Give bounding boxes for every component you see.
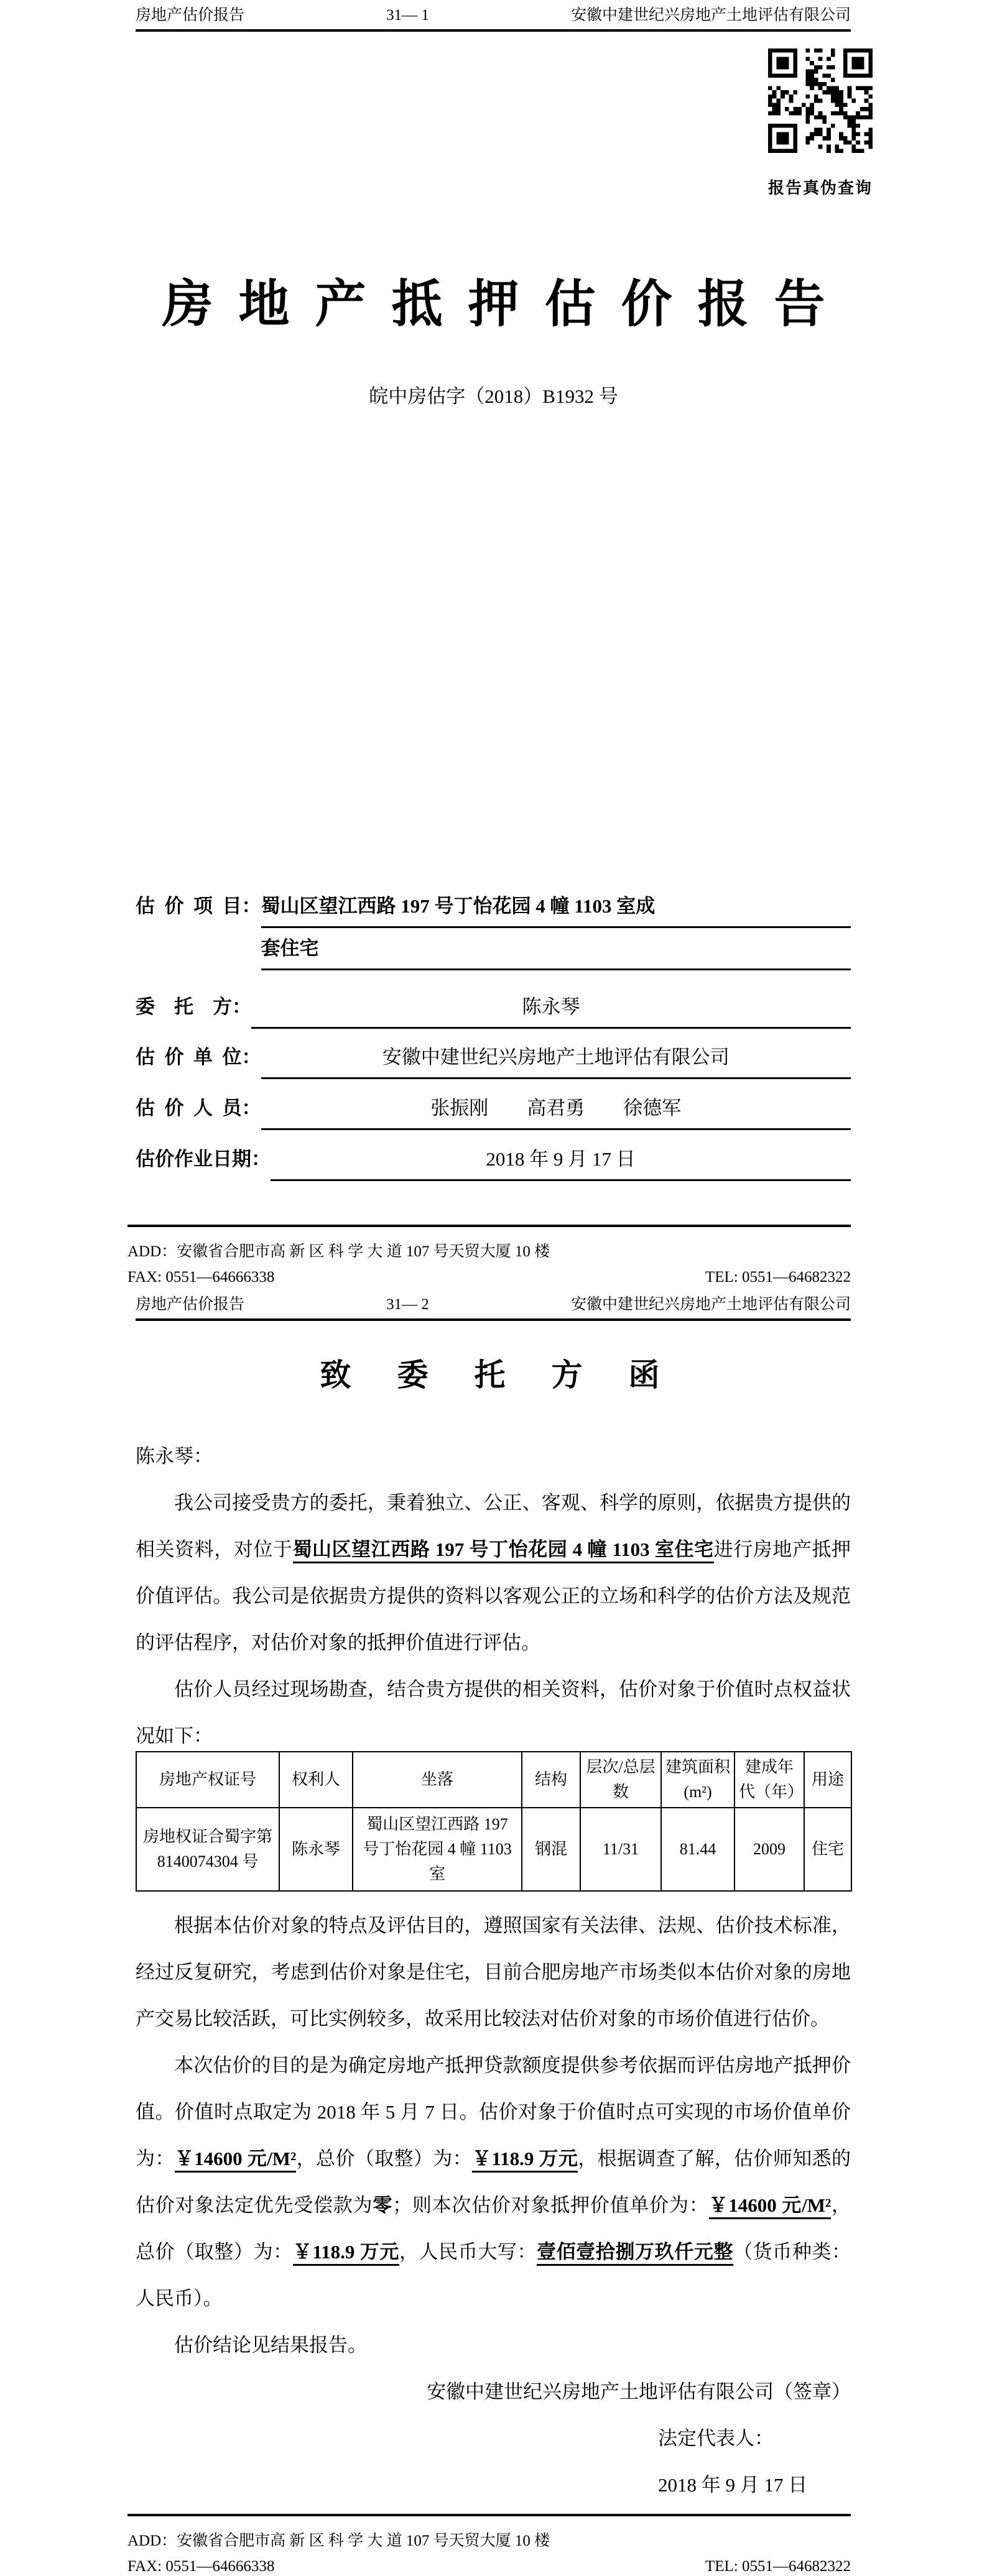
col-header-location: 坐落 — [353, 1752, 522, 1808]
page2-running-header — [136, 1297, 851, 1321]
qr-verification-block — [768, 47, 873, 198]
footer-address: ADD：安徽省合肥市高 新 区 科 学 大 道 107 号天贸大厦 10 楼 — [127, 2532, 550, 2549]
p4-text-a: 本次估价的目的是为确定房地产抵押贷款额度提供参考依据而评估房地产抵押价值。价值时点取定为 2018 年 5 月 7 日。估价对象于价值时点可实现的市场价值单价为： — [136, 2054, 851, 2169]
page2-footer — [127, 2514, 851, 2576]
letter-title: 致 委 托 方 函 — [320, 1358, 667, 1392]
header-company-name: 安徽中建世纪兴房地产土地评估有限公司 — [570, 1296, 851, 1313]
project-value-line2: 套住宅 — [261, 928, 851, 970]
p4-total-price-mortgage: ￥118.9 万元 — [293, 2241, 399, 2266]
footer-tel: TEL: 0551—64682322 — [705, 2558, 851, 2575]
cell-owner: 陈永琴 — [279, 1808, 353, 1891]
letter-paragraph-4 — [136, 2042, 851, 2322]
p1-text-a: 我公司接受贵方的委托，秉着独立、公正、客观、科学的原则，依据贵方提供的相关资料，对位于 — [136, 1492, 851, 1560]
cell-area: 81.44 — [661, 1808, 734, 1891]
project-value — [261, 886, 851, 970]
cell-year: 2009 — [734, 1808, 804, 1891]
p4-text-g: ；则本次估价对象抵押价值单价为： — [392, 2194, 709, 2216]
col-header-floor: 层次/总层数 — [580, 1752, 661, 1808]
col-header-owner: 权利人 — [279, 1752, 353, 1808]
p4-text-k: ，人民币大写： — [399, 2241, 537, 2263]
p4-unit-price-mortgage: ￥14600 元/M² — [709, 2194, 832, 2219]
col-header-use: 用途 — [804, 1752, 851, 1808]
form-row-staff — [136, 1088, 851, 1130]
form-row-date — [136, 1139, 851, 1181]
p4-amount-in-words: 壹佰壹拾捌万玖仟元整 — [537, 2241, 733, 2266]
signature-date: 2018 年 9 月 17 日 — [658, 2474, 808, 2496]
p1-text-c: 进行房地产抵押价值评估。我公司是依据贵方提供的资料以客观公正的立场和科学的估价方法及规范的评估程序，对估价对象的抵押价值进行评估。 — [136, 1539, 851, 1654]
agency-label: 估 价 单 位： — [136, 1046, 261, 1068]
header-page-number: 31— 2 — [386, 1296, 429, 1313]
qr-caption: 报告真伪查询 — [768, 179, 873, 197]
page1-footer — [127, 1225, 851, 1290]
signature-legal-rep: 法定代表人： — [658, 2427, 774, 2449]
client-value: 陈永琴 — [251, 987, 851, 1029]
cell-floor: 11/31 — [580, 1808, 661, 1891]
date-value: 2018 年 9 月 17 日 — [271, 1139, 851, 1181]
staff-value: 张振刚 高君勇 徐德军 — [261, 1088, 851, 1130]
table-data-row — [136, 1808, 851, 1891]
p4-total-price-market: ￥118.9 万元 — [472, 2148, 578, 2173]
footer-address: ADD：安徽省合肥市高 新 区 科 学 大 道 107 号天贸大厦 10 楼 — [127, 1243, 550, 1260]
header-doc-type: 房地产估价报告 — [136, 1296, 245, 1313]
letter-salutation: 陈永琴： — [136, 1445, 213, 1467]
form-row-client — [136, 987, 851, 1029]
report-main-title: 房 地 产 抵 押 估 价 报 告 — [162, 276, 825, 333]
table-header-row — [136, 1752, 851, 1808]
letter-paragraph-1 — [136, 1479, 851, 1666]
date-label: 估价作业日期： — [136, 1148, 271, 1170]
footer-fax: FAX: 0551—64666338 — [127, 2558, 275, 2575]
project-value-line1: 蜀山区望江西路 197 号丁怡花园 4 幢 1103 室成 — [261, 886, 851, 928]
col-header-structure: 结构 — [522, 1752, 580, 1808]
cell-cert-no: 房地权证合蜀字第 8140074304 号 — [136, 1808, 279, 1891]
client-label: 委 托 方： — [136, 996, 251, 1018]
form-row-project — [136, 886, 851, 970]
header-company-name: 安徽中建世纪兴房地产土地评估有限公司 — [570, 7, 851, 24]
property-rights-table — [136, 1751, 852, 1892]
report-doc-number: 皖中房估字（2018）B1932 号 — [369, 385, 618, 407]
agency-value: 安徽中建世纪兴房地产土地评估有限公司 — [261, 1037, 851, 1079]
form-row-agency — [136, 1037, 851, 1079]
cell-use: 住宅 — [804, 1808, 851, 1891]
cell-location: 蜀山区望江西路 197 号丁怡花园 4 幢 1103 室 — [353, 1808, 522, 1891]
signature-company: 安徽中建世纪兴房地产土地评估有限公司（签章） — [427, 2381, 851, 2403]
staff-label: 估 价 人 员： — [136, 1097, 261, 1119]
p4-unit-price-market: ￥14600 元/M² — [175, 2148, 297, 2173]
header-page-number: 31— 1 — [386, 7, 429, 24]
col-header-cert-no: 房地产权证号 — [136, 1752, 279, 1808]
p4-text-m: （货币种类：人民币）。 — [136, 2241, 851, 2309]
p4-text-e: ，根据调查了解，估价师知悉的估价对象法定优先受偿款为 — [136, 2148, 851, 2216]
project-label: 估 价 项 目： — [136, 895, 261, 917]
qr-code — [768, 47, 873, 154]
p4-text-c: ，总价（取整）为： — [296, 2148, 472, 2169]
letter-paragraph-5: 估价结论见结果报告。 — [174, 2334, 367, 2356]
letter-paragraph-3: 根据本估价对象的特点及评估目的，遵照国家有关法律、法规、估价技术标准，经过反复研究，考虑到估价对象是住宅，目前合肥房地产市场类似本估价对象的房地产交易比较活跃，可比实例较多，故采用比较法对估价对象的市场价值进行估价。 — [136, 1915, 851, 2030]
letter-paragraph-2: 估价人员经过现场勘查，结合贵方提供的相关资料，估价对象于价值时点权益状况如下： — [136, 1678, 851, 1747]
cell-structure: 钢混 — [522, 1808, 580, 1891]
page1-running-header — [136, 7, 851, 32]
p4-priority-payment-zero: 零 — [373, 2194, 393, 2216]
footer-tel: TEL: 0551—64682322 — [705, 1269, 851, 1286]
header-doc-type: 房地产估价报告 — [136, 7, 245, 24]
col-header-area: 建筑面积(m²) — [661, 1752, 734, 1808]
col-header-year: 建成年代（年） — [734, 1752, 804, 1808]
p4-text-i: ，总价（取整）为： — [136, 2194, 851, 2263]
footer-fax: FAX: 0551—64666338 — [127, 1269, 275, 1286]
p1-property-address: 蜀山区望江西路 197 号丁怡花园 4 幢 1103 室住宅 — [293, 1539, 714, 1563]
